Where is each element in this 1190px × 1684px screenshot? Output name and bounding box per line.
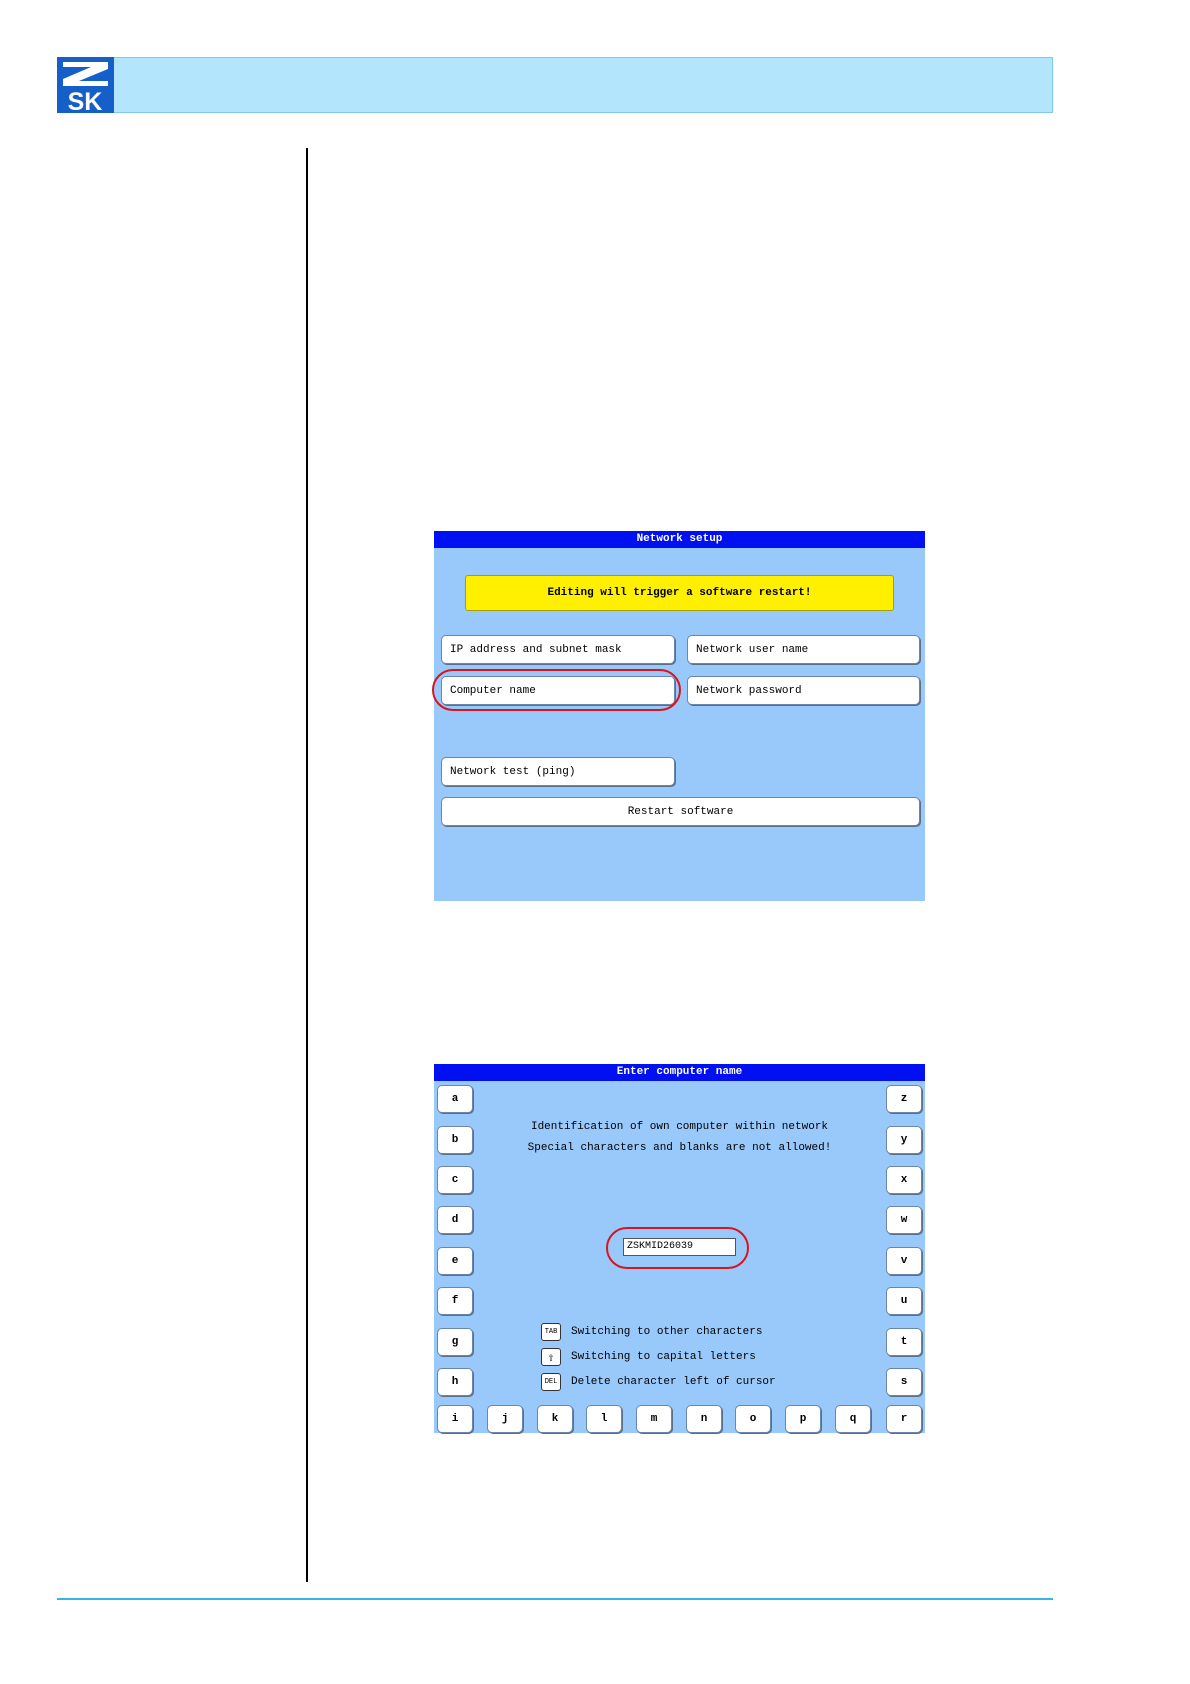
highlight-ring-computer-name: [432, 669, 681, 711]
del-key-icon: DEL: [541, 1373, 561, 1391]
key-a[interactable]: a: [437, 1085, 473, 1113]
shift-key-icon: ⇧: [541, 1348, 561, 1366]
key-l[interactable]: l: [586, 1405, 622, 1433]
footer-rule: [57, 1598, 1053, 1600]
key-r[interactable]: r: [886, 1405, 922, 1433]
key-t[interactable]: t: [886, 1328, 922, 1356]
key-d[interactable]: d: [437, 1206, 473, 1234]
legend-shift: [541, 1347, 756, 1367]
key-h[interactable]: h: [437, 1368, 473, 1396]
key-i[interactable]: i: [437, 1405, 473, 1433]
network-test-label: Network test (ping): [450, 765, 576, 778]
info-line-2: Special characters and blanks are not allowed!: [527, 1142, 832, 1154]
highlight-ring-name-input: [606, 1227, 749, 1269]
legend-del: [541, 1372, 776, 1392]
key-o[interactable]: o: [735, 1405, 771, 1433]
margin-rule: [306, 148, 308, 1582]
key-b[interactable]: b: [437, 1126, 473, 1154]
key-e[interactable]: e: [437, 1247, 473, 1275]
computer-name-label: Computer name: [450, 684, 536, 697]
key-g[interactable]: g: [437, 1328, 473, 1356]
ip-address-label: IP address and subnet mask: [450, 643, 622, 656]
key-n[interactable]: n: [686, 1405, 722, 1433]
network-test-button[interactable]: [441, 757, 675, 786]
restart-warning: Editing will trigger a software restart!: [465, 575, 894, 611]
key-x[interactable]: x: [886, 1166, 922, 1194]
legend-del-text: Delete character left of cursor: [571, 1376, 776, 1388]
key-y[interactable]: y: [886, 1126, 922, 1154]
key-k[interactable]: k: [537, 1405, 573, 1433]
legend-tab-text: Switching to other characters: [571, 1326, 763, 1338]
network-password-button[interactable]: [687, 676, 920, 705]
header-band: [57, 57, 1053, 113]
legend-tab: [541, 1322, 762, 1342]
key-v[interactable]: v: [886, 1247, 922, 1275]
key-c[interactable]: c: [437, 1166, 473, 1194]
computer-name-input[interactable]: ZSKMID26039: [623, 1238, 736, 1256]
zsk-logo: [57, 57, 114, 113]
network-user-button[interactable]: [687, 635, 920, 664]
key-p[interactable]: p: [785, 1405, 821, 1433]
network-user-label: Network user name: [696, 643, 809, 656]
info-line-1: Identification of own computer within network: [530, 1121, 829, 1133]
ip-address-button[interactable]: [441, 635, 675, 664]
network-setup-title: Network setup: [434, 531, 925, 548]
key-f[interactable]: f: [437, 1287, 473, 1315]
key-j[interactable]: j: [487, 1405, 523, 1433]
tab-key-icon: TAB: [541, 1323, 561, 1341]
enter-computer-name-screen: [434, 1064, 925, 1433]
key-z[interactable]: z: [886, 1085, 922, 1113]
network-password-label: Network password: [696, 684, 802, 697]
key-s[interactable]: s: [886, 1368, 922, 1396]
network-setup-screen: [434, 531, 925, 901]
key-m[interactable]: m: [636, 1405, 672, 1433]
restart-software-button[interactable]: Restart software: [441, 797, 920, 826]
key-w[interactable]: w: [886, 1206, 922, 1234]
enter-name-title: Enter computer name: [434, 1064, 925, 1081]
key-q[interactable]: q: [835, 1405, 871, 1433]
key-u[interactable]: u: [886, 1287, 922, 1315]
logo-text-sk: SK: [67, 88, 103, 113]
legend-shift-text: Switching to capital letters: [571, 1351, 756, 1363]
